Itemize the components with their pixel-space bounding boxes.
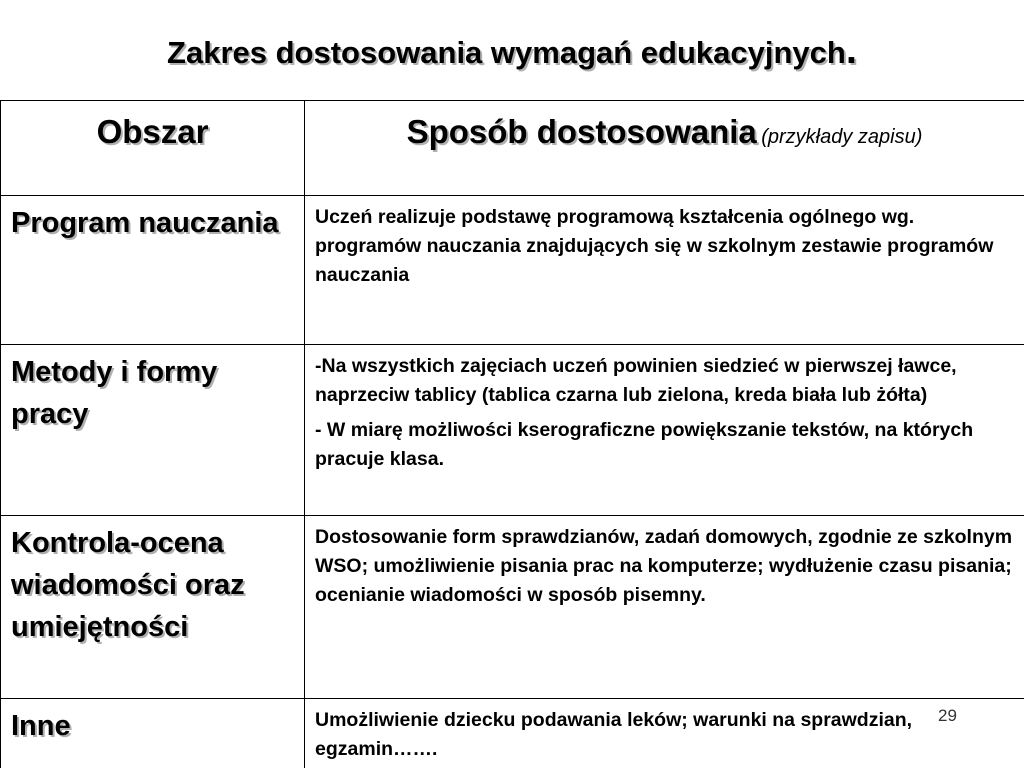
table-row: [1, 345, 1024, 516]
description-paragraph: - W miarę możliwości kserograficzne powiększanie tekstów, na których pracuje klasa.: [315, 419, 974, 470]
description-paragraph: Dostosowanie form sprawdzianów, zadań domowych, zgodnie ze szkolnym WSO; umożliwienie pisania prac na komputerze; wydłużenie czasu pisania; ocenianie wiadomości w sposób pisemny.: [315, 526, 1013, 606]
slide-title-text: Zakres dostosowania wymagań edukacyjnych: [167, 35, 846, 70]
adaptation-table: [0, 100, 1024, 768]
header-method-label: Sposób dostosowania: [406, 113, 757, 150]
description-paragraph: Umożliwienie dziecku podawania leków; warunki na sprawdzian, egzamin…….: [315, 709, 913, 760]
page-number: 29: [938, 706, 957, 725]
table-row: [1, 699, 1024, 768]
slide-title: [0, 28, 1024, 73]
row-description-methods: [305, 345, 1024, 516]
description-paragraph: Uczeń realizuje podstawę programową kształcenia ogólnego wg. programów nauczania znajdujących się w szkolnym zestawie programów nauczania: [315, 206, 994, 286]
header-area: Obszar: [1, 101, 305, 196]
table-row: [1, 516, 1024, 699]
row-area-assessment: Kontrola-ocena wiadomości oraz umiejętności: [1, 516, 305, 699]
row-area-other: Inne: [1, 699, 305, 768]
row-description-assessment: [305, 516, 1024, 699]
header-method: [305, 101, 1024, 196]
row-description-other: [305, 699, 1024, 768]
table-row: [1, 196, 1024, 345]
description-paragraph: -Na wszystkich zajęciach uczeń powinien siedzieć w pierwszej ławce, naprzeciw tablicy (tablica czarna lub zielona, kreda biała lub żółta): [315, 355, 957, 406]
row-area-program: Program nauczania: [1, 196, 305, 345]
slide-title-dot: .: [845, 28, 857, 72]
row-area-methods: Metody i formy pracy: [1, 345, 305, 516]
table-header-row: [1, 101, 1024, 196]
header-method-note: (przykłady zapisu): [761, 126, 923, 148]
row-description-program: [305, 196, 1024, 345]
